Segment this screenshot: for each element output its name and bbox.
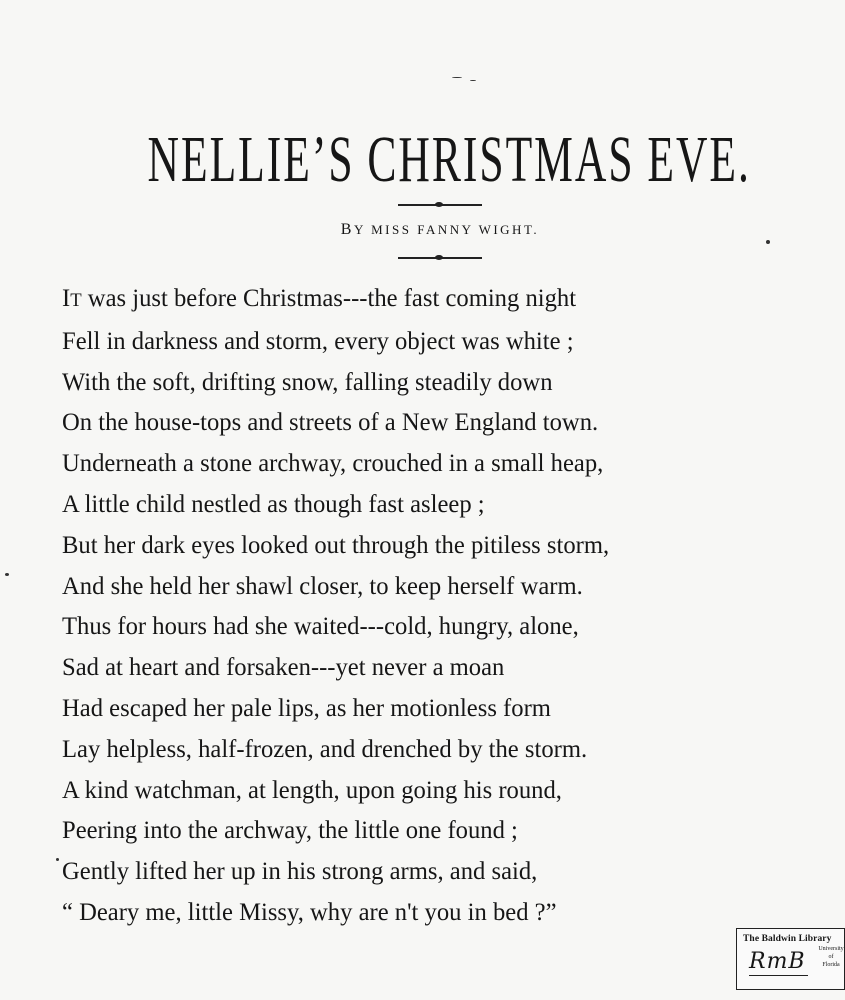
small-caps-letter: T: [70, 290, 82, 311]
university-label: University of Florida: [818, 946, 844, 968]
ornamental-rule-top: [398, 200, 482, 210]
poem-line: On the house-tops and streets of a New England town.: [62, 409, 599, 437]
poem-line: Had escaped her pale lips, as her motionless form: [62, 694, 551, 722]
author-byline: [0, 220, 845, 240]
poem-line: Underneath a stone archway, crouched in a small heap,: [62, 450, 604, 478]
poem-line: Thus for hours had she waited---cold, hungry, alone,: [62, 613, 579, 641]
poem-line: A little child nestled as though fast asleep ;: [62, 490, 485, 518]
poem-line: Sad at heart and forsaken---yet never a moan: [62, 654, 505, 682]
drop-initial: I: [62, 285, 71, 312]
poem-body: [62, 279, 822, 934]
poem-line: Peering into the archway, the little one found ;: [62, 817, 518, 845]
poem-line: [62, 279, 811, 322]
scan-speck: [766, 240, 770, 244]
poem-title: NELLIE’S CHRISTMAS EVE.: [147, 123, 751, 196]
poem-line: Gently lifted her up in his strong arms, and said,: [62, 858, 538, 886]
scan-speck: [56, 858, 59, 861]
poem-line: But her dark eyes looked out through the pitiless storm,: [62, 531, 610, 559]
first-line-text: was just before Christmas---the fast coming night: [81, 285, 577, 312]
byline-author: MISS FANNY WIGHT.: [365, 222, 540, 237]
library-monogram: RmB: [749, 949, 806, 974]
library-stamp: [736, 928, 845, 990]
scan-speck: [470, 80, 476, 81]
byline-by-rest: Y: [353, 222, 366, 237]
poem-line: “ Deary me, little Missy, why are n't you in bed ?”: [62, 898, 557, 926]
poem-line: Lay helpless, half-frozen, and drenched by the storm.: [62, 735, 588, 763]
library-name: The Baldwin Library: [743, 934, 832, 944]
poem-line: And she held her shawl closer, to keep herself warm.: [62, 572, 583, 600]
scan-speck: [5, 573, 9, 576]
byline-initial: B: [340, 221, 354, 238]
poem-line: A kind watchman, at length, upon going his round,: [62, 776, 562, 804]
scan-speck: [452, 77, 462, 78]
poem-line: With the soft, drifting snow, falling steadily down: [62, 368, 553, 396]
poem-line: Fell in darkness and storm, every object was white ;: [62, 327, 574, 355]
ornamental-rule-bottom: [398, 253, 482, 263]
